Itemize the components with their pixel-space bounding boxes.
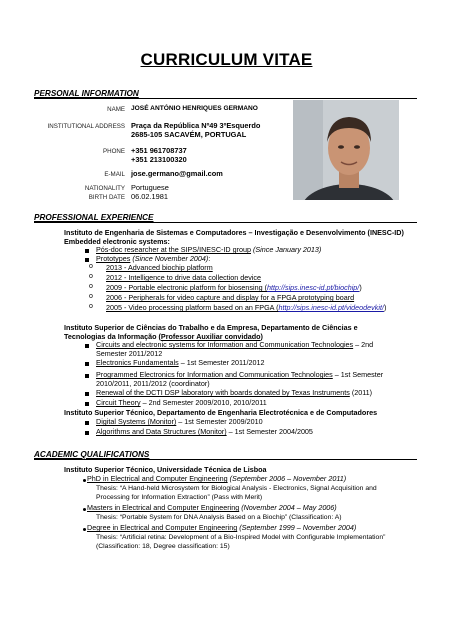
bullet-circle: o xyxy=(89,303,93,310)
list-item: 2013 - Advanced biochip platform xyxy=(106,263,213,272)
phone-1: +351 961708737 xyxy=(131,146,187,155)
section-heading-academic: ACADEMIC QUALIFICATIONS xyxy=(34,450,150,459)
degree-item: Degree in Electrical and Computer Engineering (September 1999 – November 2004) xyxy=(87,523,357,532)
email-value[interactable]: jose.germano@gmail.com xyxy=(131,169,223,178)
bullet-dot xyxy=(83,508,86,511)
inesc-heading: Instituto de Engenharia de Sistemas e Computadores – Investigação e Desenvolvimento (INESC-ID) xyxy=(64,228,404,237)
bullet-circle: o xyxy=(89,283,93,290)
ist-university-heading: Instituto Superior Técnico, Universidade Técnica de Lisboa xyxy=(64,465,267,474)
bullet-square xyxy=(85,402,89,406)
iscte-heading-1: Instituto Superior de Ciências do Trabalho e da Empresa, Departamento de Ciências e xyxy=(64,323,358,332)
section-rule xyxy=(34,459,417,460)
list-item: 2005 - Video processing platform based on an FPGA (http://sips.inesc-id.pt/videodevkit/) xyxy=(106,303,387,312)
thesis-text: Thesis: “Artificial retina: Development of a Bio-Inspired Model with Configurable Implementation” xyxy=(96,534,386,541)
section-rule xyxy=(34,98,417,99)
section-heading-professional: PROFESSIONAL EXPERIENCE xyxy=(34,213,154,222)
name-value: JOSÉ ANTÓNIO HENRIQUES GERMANO xyxy=(131,105,258,112)
list-item: Programmed Electronics for Information and Communication Technologies – 1st Semester xyxy=(96,370,384,379)
degree-item: PhD in Electrical and Computer Engineering (September 2006 – November 2011) xyxy=(87,474,347,483)
list-item: Renewal of the DCTI DSP laboratory with boards donated by Texas Instruments (2011) xyxy=(96,388,373,397)
list-item: 2012 - Intelligence to drive data collection device xyxy=(106,273,262,282)
embedded-heading: Embedded electronic systems: xyxy=(64,237,170,246)
bullet-dot xyxy=(83,528,86,531)
thesis-text: Thesis: “A Hand-held Microsystem for Biological Analysis - Electronics, Signal Acquisition and xyxy=(96,485,377,492)
bullet-square xyxy=(85,258,89,262)
name-label: NAME xyxy=(107,106,125,113)
bullet-square xyxy=(85,421,89,425)
profile-photo xyxy=(293,100,399,200)
nationality-value: Portuguese xyxy=(131,183,169,192)
list-item: Electronics Fundamentals – 1st Semester 2011/2012 xyxy=(96,358,265,367)
nationality-label: NATIONALITY xyxy=(84,185,125,192)
address-line-2: 2685-105 SACAVÉM, PORTUGAL xyxy=(131,130,247,139)
biochip-link[interactable]: http://sips.inesc-id.pt/biochip/ xyxy=(267,283,360,292)
address-line-1: Praça da República Nº49 3ºEsquerdo xyxy=(131,121,261,130)
address-label: INSTITUTIONAL ADDRESS xyxy=(47,123,125,130)
section-heading-personal: PERSONAL INFORMATION xyxy=(34,89,139,98)
bullet-square xyxy=(85,249,89,253)
list-item: Algorithms and Data Structures (Monitor) – 1st Semester 2004/2005 xyxy=(96,427,313,436)
list-item-continued: Semester 2011/2012 xyxy=(96,349,163,358)
birth-value: 06.02.1981 xyxy=(131,192,168,201)
birth-label: BIRTH DATE xyxy=(88,194,125,201)
ist-heading: Instituto Superior Técnico, Departamento de Engenharia Electrotécnica e de Computadores xyxy=(64,408,378,417)
bullet-dot xyxy=(83,479,86,482)
section-rule xyxy=(34,222,417,223)
phone-2: +351 213100320 xyxy=(131,155,187,164)
list-item: 2006 - Peripherals for video capture and display for a FPGA prototyping board xyxy=(106,293,355,302)
list-item: Pós-doc researcher at the SIPS/INESC-ID group (Since January 2013) xyxy=(96,245,322,254)
bullet-square xyxy=(85,362,89,366)
email-label: E-MAIL xyxy=(104,171,125,178)
list-item-continued: 2010/2011, 2011/2012 (coordinator) xyxy=(96,379,210,388)
degree-item: Masters in Electrical and Computer Engineering (November 2004 – May 2006) xyxy=(87,503,337,512)
bullet-circle: o xyxy=(89,263,93,270)
bullet-square xyxy=(85,374,89,378)
bullet-circle: o xyxy=(89,273,93,280)
bullet-circle: o xyxy=(89,293,93,300)
thesis-text: Processing for Information Extraction” (Pass with Merit) xyxy=(96,494,263,501)
thesis-text: Thesis: “Portable System for DNA Analysis Based on a Biochip” (Classification: A) xyxy=(96,514,342,521)
bullet-square xyxy=(85,344,89,348)
phone-label: PHONE xyxy=(102,148,125,155)
list-item: Prototypes (Since November 2004): xyxy=(96,254,211,263)
videodevkit-link[interactable]: http://sips.inesc-id.pt/videodevkit/ xyxy=(278,303,384,312)
list-item: Circuit Theory – 2nd Semester 2009/2010, 2010/2011 xyxy=(96,398,267,407)
bullet-square xyxy=(85,431,89,435)
list-item: Circuits and electronic systems for Information and Communication Technologies – 2nd xyxy=(96,340,374,349)
document-title: CURRICULUM VITAE xyxy=(140,50,313,69)
thesis-text: (Classification: 18, Degree classification: 15) xyxy=(96,543,230,550)
iscte-heading-2: Tecnologias da Informação (Professor Auxiliar convidado) xyxy=(64,332,263,341)
list-item: 2009 - Portable electronic platform for biosensing (http://sips.inesc-id.pt/biochip/) xyxy=(106,283,362,292)
list-item: Digital Systems (Monitor) – 1st Semester 2009/2010 xyxy=(96,417,263,426)
bullet-square xyxy=(85,392,89,396)
